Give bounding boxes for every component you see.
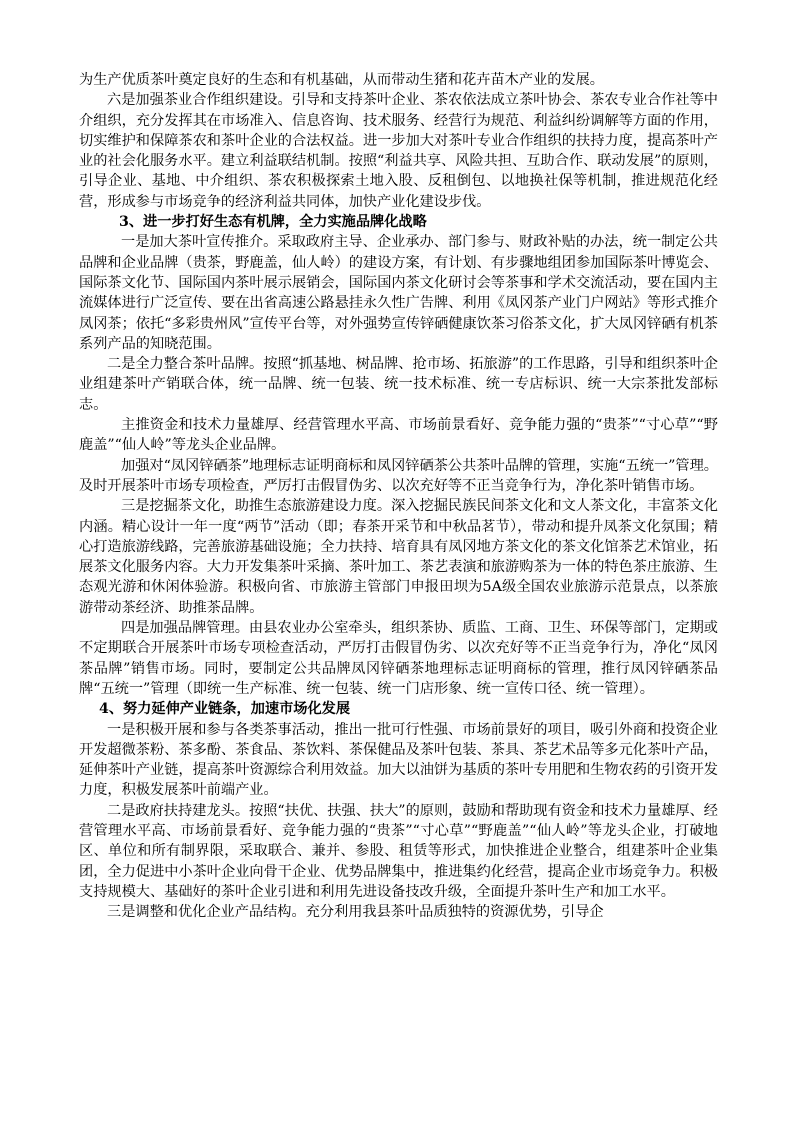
paragraph-ecology-foundation: 为生产优质茶叶奠定良好的生态和有机基础，从而带动生猪和花卉苗木产业的发展。	[79, 72, 604, 88]
section-heading-4-industry-chain: 4、努力延伸产业链条，加速市场化发展	[99, 701, 351, 718]
section-heading-3-brand-strategy: 3、进一步打好生态有机牌，全力实施品牌化战略	[119, 214, 427, 231]
paragraph-brand-management: 四是加强品牌管理。由县农业办公室牵头，组织茶协、质监、工商、卫生、环保等部门，定期或不定期联合开展茶叶市场专项检查活动，严厉打击假冒伪劣、以次充好等不正当竞争行为，净化“凤冈茶品牌”销售市场。同时，要制定公共品牌凤冈锌硒茶地理标志证明商标的管理，推行凤冈锌硒茶品牌“五统一”管理（即统一生产标准、统一包装、统一门店形象、统一宣传口径、统一管理）。	[79, 620, 718, 697]
paragraph-trademark-management: 加强对“凤冈锌硒茶”地理标志证明商标和凤冈锌硒茶公共茶叶品牌的管理，实施“五统一”管理。及时开展茶叶市场专项检查，严厉打击假冒伪劣、以次充好等不正当竞争行为，净化茶叶销售市场。	[79, 457, 718, 494]
paragraph-government-support: 二是政府扶持建龙头。按照“扶优、扶强、扶大”的原则，鼓励和帮助现有资金和技术力量雄厚、经营管理水平高、市场前景看好、竞争能力强的“贵茶”“寸心草”“野鹿盖”“仙人岭”等龙头企业，打破地区、单位和所有制界限，采取联合、兼并、参股、租赁等形式，加快推进企业整合，组建茶叶企业集团，全力促进中小茶叶企业向骨干企业、优势品牌集中，推进集约化经营，提高企业市场竞争力。积极支持规模大、基础好的茶叶企业引进和利用先进设备技改升级，全面提升茶叶生产和加工水平。	[79, 802, 718, 900]
paragraph-product-structure: 三是调整和优化企业产品结构。充分利用我县茶叶品质独特的资源优势，引导企	[107, 904, 604, 921]
document-page	[79, 70, 718, 922]
paragraph-brand-integration: 二是全力整合茶叶品牌。按照“抓基地、树品牌、抢市场、拓旅游”的工作思路，引导和组织茶叶企业组建茶叶产销联合体，统一品牌、统一包装、统一技术标准、统一专店标识、统一大宗茶批发部标志。	[79, 356, 718, 413]
paragraph-cooperative-organizations: 六是加强茶业合作组织建设。引导和支持茶叶企业、茶农依法成立茶叶协会、茶农专业合作社等中介组织，充分发挥其在市场准入、信息咨询、技术服务、经营行为规范、利益纠纷调解等方面的作用，切实维护和保障茶农和茶叶企业的合法权益。进一步加大对茶叶专业合作组织的扶持力度，提高茶叶产业的社会化服务水平。建立利益联结机制。按照“利益共享、风险共担、互助合作、联动发展”的原则，引导企业、基地、中介组织、茶农积极探索土地入股、反租倒包、以地换社保等机制，推进规范化经营，形成参与市场竞争的经济利益共同体，加快产业化建设步伐。	[79, 92, 718, 210]
paragraph-tea-events: 一是积极开展和参与各类茶事活动，推出一批可行性强、市场前景好的项目，吸引外商和投资企业开发超微茶粉、茶多酚、茶食品、茶饮料、茶保健品及茶叶包装、茶具、茶艺术品等多元化茶叶产品，延伸茶叶产业链，提高茶叶资源综合利用效益。加大以油饼为基质的茶叶专用肥和生物农药的引资开发力度，积极发展茶叶前端产业。	[79, 721, 718, 799]
paragraph-tea-promotion: 一是加大茶叶宣传推介。采取政府主导、企业承办、部门参与、财政补贴的办法，统一制定公共品牌和企业品牌（贵茶，野鹿盖，仙人岭）的建设方案，有计划、有步骤地组团参加国际茶叶博览会、国际茶文化节、国际国内茶叶展示展销会，国际国内茶文化研讨会等茶事和学术交流活动，要在国内主流媒体进行广泛宣传、要在出省高速公路悬挂永久性广告牌、利用《凤冈茶产业门户网站》等形式推介凤冈茶；依托“多彩贵州风”宣传平台等，对外强势宣传锌硒健康饮茶习俗茶文化，扩大凤冈锌硒有机茶系列产品的知晓范围。	[79, 234, 718, 352]
paragraph-leading-enterprise-brands: 主推资金和技术力量雄厚、经营管理水平高、市场前景看好、竞争能力强的“贵茶”“寸心草”“野鹿盖”“仙人岭”等龙头企业品牌。	[79, 417, 718, 454]
paragraph-tea-culture-tourism: 三是挖掘茶文化，助推生态旅游建设力度。深入挖掘民族民间茶文化和文人茶文化，丰富茶文化内涵。精心设计一年一度“两节”活动（即；春茶开采节和中秋品茗节），带动和提升凤茶文化氛围；精心打造旅游线路，完善旅游基础设施；全力扶持、培育具有凤冈地方茶文化的茶文化馆茶艺术馆业，拓展茶文化服务内容。大力开发集茶叶采摘、茶叶加工、茶艺表演和旅游购茶为一体的特色茶庄旅游、生态观光游和休闲体验游。积极向省、市旅游主管部门申报田坝为5A级全国农业旅游示范景点，以茶旅游带动茶经济、助推茶品牌。	[79, 498, 718, 616]
